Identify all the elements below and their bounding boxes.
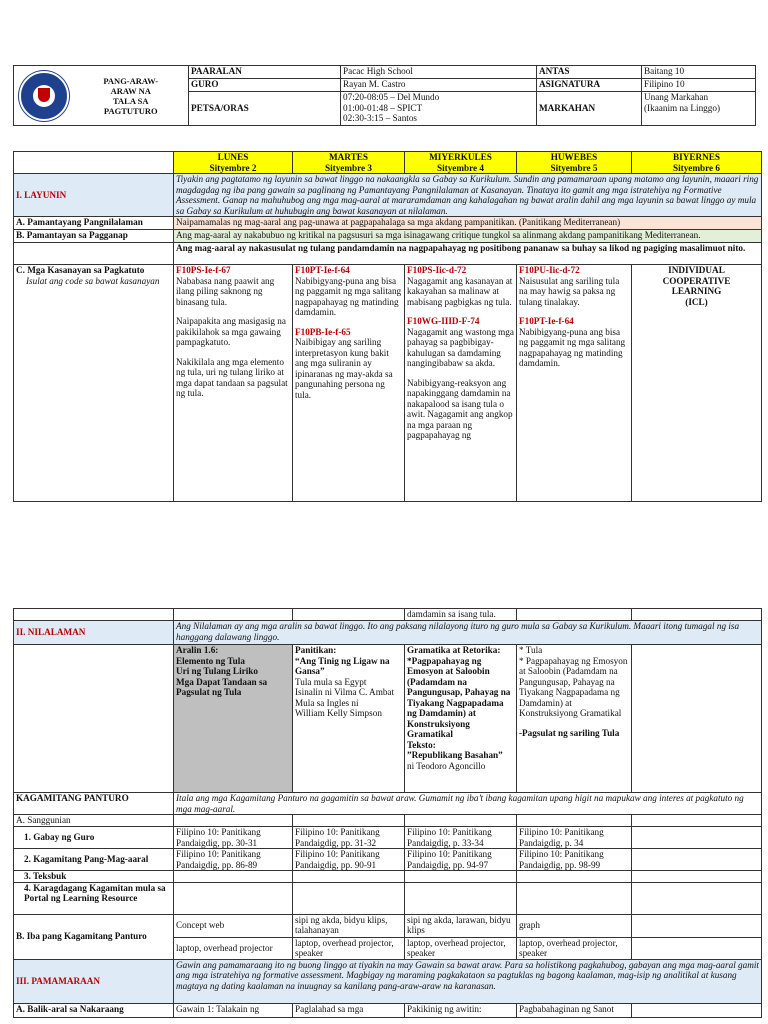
main-table-page1 bbox=[13, 151, 762, 502]
carryover-text: damdamin sa isang tula. bbox=[405, 609, 517, 621]
day-header: HUWEBES Sityembre 5 bbox=[517, 152, 632, 174]
kagamitan-label: KAGAMITANG PANTURO bbox=[14, 793, 174, 815]
day-header: MARTES Sityembre 3 bbox=[293, 152, 405, 174]
pagganap-label: B. Pamantayan sa Pagganap bbox=[14, 230, 174, 243]
iba-label: B. Iba pang Kagamitang Panturo bbox=[14, 914, 174, 959]
pagganap-output: Ang mag-aaral ay nakasusulat ng tulang pandamdamin na nagpapahayag ng positibong pananaw sa buhay sa likod ng pagiging masalimuot nito. bbox=[174, 243, 762, 265]
balik-aral-cell: Paglalahad sa mga bbox=[293, 1003, 405, 1017]
kagamitan-mag-aaral-label: 2. Kagamitang Pang-Mag-aaral bbox=[14, 849, 174, 871]
deped-seal-icon bbox=[19, 71, 69, 121]
paaralan-value: Pacac High School bbox=[341, 66, 537, 79]
day-header: MIYERKULES Sityembre 4 bbox=[405, 152, 517, 174]
iba-cell: laptop, overhead projector, speaker bbox=[405, 937, 517, 959]
kagamitan-text: Itala ang mga Kagamitang Panturo na gagamitin sa bawat araw. Gumamit ng iba’t ibang kagamitan upang higit na mapukaw ang interes at pagkatuto ng mga mag-aaral. bbox=[174, 793, 762, 815]
day-header: BIYERNES Sityembre 6 bbox=[632, 152, 762, 174]
balik-aral-cell: Gawain 1: Talakain ng bbox=[174, 1003, 293, 1017]
main-table-page2 bbox=[13, 608, 762, 1018]
day-header: LUNES Sityembre 2 bbox=[174, 152, 293, 174]
pamamaraan-text: Gawin ang pamamaraang ito ng buong linggo at tiyakin na may Gawain sa bawat araw. Para sa holistikong pagkahubog, gabayan ang mga mag-aaral gamit ang mga istratehiya ng formative assessment. Magbigay ng maraming pagkakataon sa pagtuklas ng bagong kaalaman, mag-isip ng analitikal at kusang magtaya ng dating kaalaman na inuugnay sa kanilang pang-araw-araw na karanasan. bbox=[174, 959, 762, 1003]
balik-aral-label: A. Balik-aral sa Nakaraang bbox=[14, 1003, 174, 1017]
gabay-label: 1. Gabay ng Guro bbox=[14, 827, 174, 849]
kasanayan-row bbox=[14, 265, 762, 502]
nilalaman-huwebes: * Tula * Pagpapahayag ng Emosyon at Saloobin (Padamdam na Pangungusap, Pahayag na Tiyakang Nagpapadama ng Damdamin) at Konstruksiyong Gramatikal -Pagsulat ng sariling Tula bbox=[517, 645, 632, 793]
guro-label: GURO bbox=[189, 79, 341, 92]
deped-seal bbox=[14, 66, 74, 126]
antas-label: ANTAS bbox=[537, 66, 642, 79]
kasanayan-label: C. Mga Kasanayan sa Pagkatuto Isulat ang code sa bawat kasanayan bbox=[14, 265, 174, 502]
kagamitan-mag-aaral-cell: Filipino 10: Panitikang Pandaigdig, pp. 94-97 bbox=[405, 849, 517, 871]
nilalaman-martes: Panitikan: “Ang Tinig ng Ligaw na Gansa” Tula mula sa Egypt Isinalin ni Vilma C. Ambat Mula sa Ingles ni William Kelly Simpson bbox=[293, 645, 405, 793]
asignatura-label: ASIGNATURA bbox=[537, 79, 642, 92]
markahan-value: Unang Markahan (Ikaanim na Linggo) bbox=[642, 92, 756, 126]
nilalaman-lunes: Aralin 1.6: Elemento ng Tula Uri ng Tulang Liriko Mga Dapat Tandaan sa Pagsulat ng Tula bbox=[174, 645, 293, 793]
nilalaman-row bbox=[14, 645, 762, 793]
pagganap-text: Ang mag-aaral ay nakabubuo ng kritikal na pagsusuri sa mga isinagawang critique tungkol sa alinmang akdang pampanitikang Mediterranean. bbox=[174, 230, 762, 243]
kagamitan-mag-aaral-cell: Filipino 10: Panitikang Pandaigdig, pp. 90-91 bbox=[293, 849, 405, 871]
iba-cell: laptop, overhead projector, speaker bbox=[293, 937, 405, 959]
doc-title: PANG-ARAW- ARAW NA TALA SA PAGTUTURO bbox=[74, 66, 189, 126]
balik-aral-cell: Pagbabahaginan ng Sanot bbox=[517, 1003, 632, 1017]
pamamaraan-label: III. PAMAMARAAN bbox=[14, 959, 174, 1003]
days-header-row bbox=[14, 152, 762, 174]
antas-value: Baitang 10 bbox=[642, 66, 756, 79]
iba-cell: sipi ng akda, larawan, bidyu klips bbox=[405, 914, 517, 937]
kagamitan-mag-aaral-cell: Filipino 10: Panitikang Pandaigdig, pp. 86-89 bbox=[174, 849, 293, 871]
iba-cell: graph bbox=[517, 914, 632, 937]
nilalaman-label: II. NILALAMAN bbox=[14, 621, 174, 645]
kasanayan-biyernes: INDIVIDUAL COOPERATIVE LEARNING (ICL) bbox=[632, 265, 762, 502]
pangnilalaman-text: Naipamamalas ng mag-aaral ang pag-unawa at pagpapahalaga sa mga akdang pampanitikan. (Panitikang Mediterranean) bbox=[174, 217, 762, 230]
kagamitan-mag-aaral-cell: Filipino 10: Panitikang Pandaigdig, pp. 98-99 bbox=[517, 849, 632, 871]
gabay-cell: Filipino 10: Panitikang Pandaigdig, p. 34 bbox=[517, 827, 632, 849]
markahan-label: MARKAHAN bbox=[537, 92, 642, 126]
nilalaman-text: Ang Nilalaman ay ang mga aralin sa bawat linggo. Ito ang paksang nilalayong ituro ng guro mula sa Gabay sa Kurikulum. Maaari itong tumagal ng isa hanggang dalawang linggo. bbox=[174, 621, 762, 645]
kasanayan-huwebes: F10PU-Iic-d-72 Naisusulat ang sariling tula na may hawig sa paksa ng tulang tinalakay. F10PT-Ie-f-64 Nabibigyang-puna ang bisa ng paggamit ng mga salitang nagpapahayag ng matinding damdamin. bbox=[517, 265, 632, 502]
karagdagan-label: 4. Karagdagang Kagamitan mula sa Portal ng Learning Resource bbox=[14, 882, 174, 914]
asignatura-value: Filipino 10 bbox=[642, 79, 756, 92]
kasanayan-martes: F10PT-Ie-f-64 Nabibigyang-puna ang bisa ng paggamit ng mga salitang nagpapahayag ng matinding damdamin. F10PB-Ie-f-65 Naibibigay ang sariling interpretasyon kung bakit ang mga suliranin ay ipinaranas ng may-akda sa pangunahing persona ng tula. bbox=[293, 265, 405, 502]
gabay-cell: Filipino 10: Panitikang Pandaigdig, pp. 31-32 bbox=[293, 827, 405, 849]
iba-cell: laptop, overhead projector bbox=[174, 937, 293, 959]
iba-cell: laptop, overhead projector, speaker bbox=[517, 937, 632, 959]
petsa-label: PETSA/ORAS bbox=[189, 92, 341, 126]
guro-value: Rayan M. Castro bbox=[341, 79, 537, 92]
kasanayan-miyerkules: F10PS-Iic-d-72 Nagagamit ang kasanayan at kakayahan sa malinaw at mabisang pagbigkas ng tula. F10WG-IIID-F-74 Nagagamit ang wastong mga pahayag sa pagbibigay-kahulugan sa damdaming nangingibabaw sa akda. Nabibigyang-reaksyon ang napakinggang damdamin na nakapalood sa isang tula o awit. Nagagamit ang angkop na mga paraan ng pagpapahayag ng bbox=[405, 265, 517, 502]
pangnilalaman-label: A. Pamantayang Pangnilalaman bbox=[14, 217, 174, 230]
layunin-label: I. LAYUNIN bbox=[14, 174, 174, 217]
gabay-cell: Filipino 10: Panitikang Pandaigdig, pp. 30-31 bbox=[174, 827, 293, 849]
teksbuk-label: 3. Teksbuk bbox=[14, 871, 174, 883]
nilalaman-miyerkules: Gramatika at Retorika: *Pagpapahayag ng Emosyon at Saloobin (Padamdam na Pangungusap, Pahayag na Tiyakang Nagpapadama ng Damdamin) at Konstruksiyong Gramatikal Teksto: ”Republikang Basahan” ni Teodoro Agoncillo bbox=[405, 645, 517, 793]
balik-aral-cell: Pakikinig ng awitin: bbox=[405, 1003, 517, 1017]
iba-cell: Concept web bbox=[174, 914, 293, 937]
gabay-cell: Filipino 10: Panitikang Pandaigdig, p. 33-34 bbox=[405, 827, 517, 849]
paaralan-label: PAARALAN bbox=[189, 66, 341, 79]
header-table bbox=[13, 65, 756, 126]
layunin-text: Tiyakin ang pagtatamo ng layunin sa bawat linggo na nakaangkla sa Gabay sa Kurikulum. Sundin ang pamamaraan upang matamo ang layunin, maaari ring magdagdag ng iba pang gawain sa paglinang ng Pamantayang Pangnilalaman at Kasanayan. Tinataya ito gamit ang mga istratehiya ng Formative Assessment. Ganap na mahuhubog ang mga mag-aaral at mararamdaman ang kahalagahan ng bawat aralin dahil ang mga layunin sa bawat linggo ay mula sa Gabay sa Kurikulum at huhubugin ang bawat kasanayan at nilalaman. bbox=[174, 174, 762, 217]
sanggunian-label: A. Sanggunian bbox=[14, 815, 174, 827]
petsa-value: 07:20-08:05 – Del Mundo 01:00-01:48 – SPICT 02:30-3:15 – Santos bbox=[341, 92, 537, 126]
iba-cell: sipi ng akda, bidyu klips, talahanayan bbox=[293, 914, 405, 937]
kasanayan-lunes: F10PS-Ie-f-67 Nababasa nang paawit ang ilang piling saknong ng binasang tula. Naipapakita ang masigasig na pakikilahok sa mga gawaing pampagkatuto. Nakikilala ang mga elemento ng tula, uri ng tulang liriko at mga dapat tandaan sa pagsulat ng tula. bbox=[174, 265, 293, 502]
